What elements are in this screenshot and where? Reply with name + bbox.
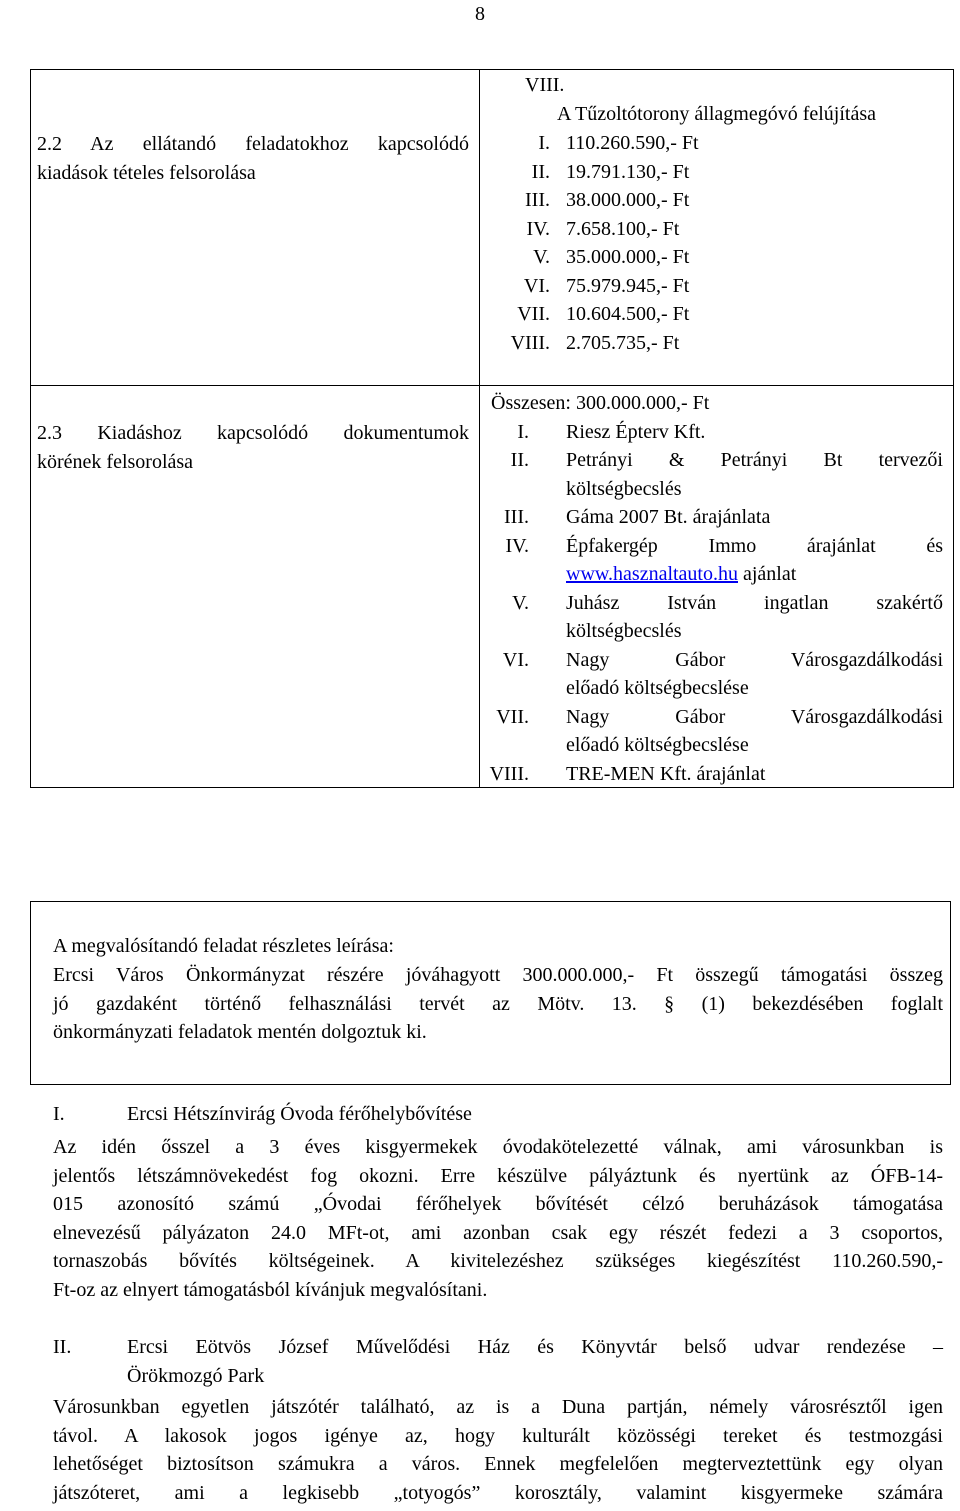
amount-number: VIII. (510, 331, 550, 354)
row2-label-line: 2.3 Kiadáshoz kapcsolódó dokumentumok (37, 422, 469, 444)
doc-item (566, 503, 943, 532)
heading-number: VIII. (525, 74, 565, 96)
row2-label-cell (31, 386, 480, 788)
amount-value: 35.000.000,- Ft (566, 246, 690, 268)
section1-number: I. (53, 1103, 65, 1125)
doc-text: előadó költségbecslése (566, 677, 749, 699)
section2-number: II. (53, 1336, 72, 1358)
amount-number: VI. (523, 274, 550, 297)
link-suffix: ajánlat (738, 563, 797, 585)
amount-value: 110.260.590,- Ft (566, 132, 699, 154)
doc-number: VI. (502, 648, 529, 671)
amount-value: 2.705.735,- Ft (566, 331, 680, 354)
description-line: önkormányzati feladatok mentén dolgoztuk ki. (53, 1021, 427, 1043)
doc-number: IV. (505, 534, 529, 557)
amount-value: 75.979.945,- Ft (566, 274, 690, 297)
section2-title-line: Örökmozgó Park (127, 1364, 265, 1387)
amount-number: V. (533, 246, 550, 268)
amount-number: IV. (526, 217, 550, 240)
section2-title-line: Ercsi Eötvös József Művelődési Ház és Könyvtár belső udvar rendezése – (127, 1336, 943, 1358)
amount-value: 7.658.100,- Ft (566, 217, 680, 240)
doc-text: Nagy Gábor Városgazdálkodási (566, 648, 943, 671)
row2-content-cell (480, 386, 954, 788)
page-number: 8 (475, 3, 485, 25)
doc-item (566, 760, 943, 789)
doc-text: Épfakergép Immo árajánlat és (566, 534, 943, 557)
doc-text: költségbecslés (566, 477, 682, 500)
amount-number: VII. (517, 303, 550, 325)
doc-text: Nagy Gábor Városgazdálkodási (566, 705, 943, 728)
section1-line: Ft-oz az elnyert támogatásból kívánjuk megvalósítani. (53, 1278, 488, 1301)
doc-item (566, 418, 943, 447)
description-line: jó gazdaként történő felhasználási tervét az Mötv. 13. § (1) bekezdésében foglalt (53, 992, 943, 1015)
website-link[interactable]: www.hasznaltauto.hu (566, 563, 738, 585)
row1-label-line: 2.2 Az ellátandó feladatokhoz kapcsolódó (37, 133, 469, 155)
doc-text: Riesz Épterv Kft. (566, 420, 706, 443)
doc-item (566, 646, 943, 703)
doc-item (566, 532, 943, 589)
expense-table (30, 69, 954, 788)
row1-label-line: kiadások tételes felsorolása (37, 162, 256, 184)
section2-line: lehetőséget biztosítson számukra a város. Ennek megfelelően megterveztettünk egy olyan (53, 1453, 943, 1475)
section1-line: tornaszobás bővítés költségeinek. A kivitelezéshez szükséges kiegészítést 110.260.590,- (53, 1250, 943, 1272)
section2-line: Városunkban egyetlen játszótér található, az is a Duna partján, némely városrésztől igen (53, 1396, 943, 1418)
section2-line: távol. A lakosok jogos igénye az, hogy kulturált közösségi tereket és testmozgási (53, 1424, 943, 1447)
amount-number: I. (538, 132, 550, 154)
section1-line: elnevezésű pályázaton 24.0 MFt-ot, ami azonban csak egy részét fedezi a 3 csoportos, (53, 1221, 943, 1244)
description-title: A megvalósítandó feladat részletes leírása: (53, 935, 394, 957)
amount-value: 10.604.500,- Ft (566, 303, 690, 325)
section1-line: jelentős létszámnövekedést fog okozni. Erre készülve pályáztunk és nyertünk az ÓFB-14- (53, 1164, 943, 1187)
doc-text: Juhász István ingatlan szakértő (566, 591, 943, 614)
doc-number: I. (517, 420, 529, 443)
section1-body (53, 1133, 943, 1304)
amount-value: 38.000.000,- Ft (566, 189, 690, 211)
heading-title: A Tűzoltótorony állagmegóvó felújítása (557, 103, 877, 125)
section2-line: játszóteret, ami a legkisebb „totyogós” korosztály, valamint kisgyermeke számára (53, 1481, 943, 1504)
amount-value: 19.791.130,- Ft (566, 160, 690, 183)
doc-text: TRE-MEN Kft. árajánlat (566, 762, 766, 785)
description-line: Ercsi Város Önkormányzat részére jóváhagyott 300.000.000,- Ft összegű támogatási összeg (53, 964, 943, 986)
section1-title: Ercsi Hétszínvirág Óvoda férőhelybővítése (127, 1103, 472, 1125)
row2-label-line: körének felsorolása (37, 451, 194, 473)
description-box (30, 901, 951, 1085)
doc-item (566, 703, 943, 760)
row1-label-cell (31, 70, 480, 386)
table-row (31, 70, 954, 386)
amount-number: III. (525, 189, 550, 211)
doc-text: Petrányi & Petrányi Bt tervezői (566, 449, 943, 471)
doc-text: előadó költségbecslése (566, 734, 749, 756)
doc-number: III. (504, 506, 529, 528)
section1-line: Az idén ősszel a 3 éves kisgyermekek óvodakötelezetté válnak, ami városunkban is (53, 1136, 943, 1158)
section1-line: 015 azonosító számú „Óvodai férőhelyek bővítését célzó beruházások támogatása (53, 1193, 943, 1215)
doc-item (566, 589, 943, 646)
doc-number: VII. (496, 705, 529, 728)
doc-number: V. (512, 591, 529, 614)
doc-text: Gáma 2007 Bt. árajánlata (566, 506, 771, 528)
doc-text: költségbecslés (566, 620, 682, 642)
doc-number: VIII. (489, 762, 529, 785)
section2-body (53, 1393, 943, 1507)
total-amount: Összesen: 300.000.000,- Ft (491, 392, 710, 414)
table-row (31, 386, 954, 788)
doc-number: II. (510, 449, 529, 471)
row1-content-cell (480, 70, 954, 386)
doc-item (566, 446, 943, 503)
amount-number: II. (531, 160, 550, 183)
